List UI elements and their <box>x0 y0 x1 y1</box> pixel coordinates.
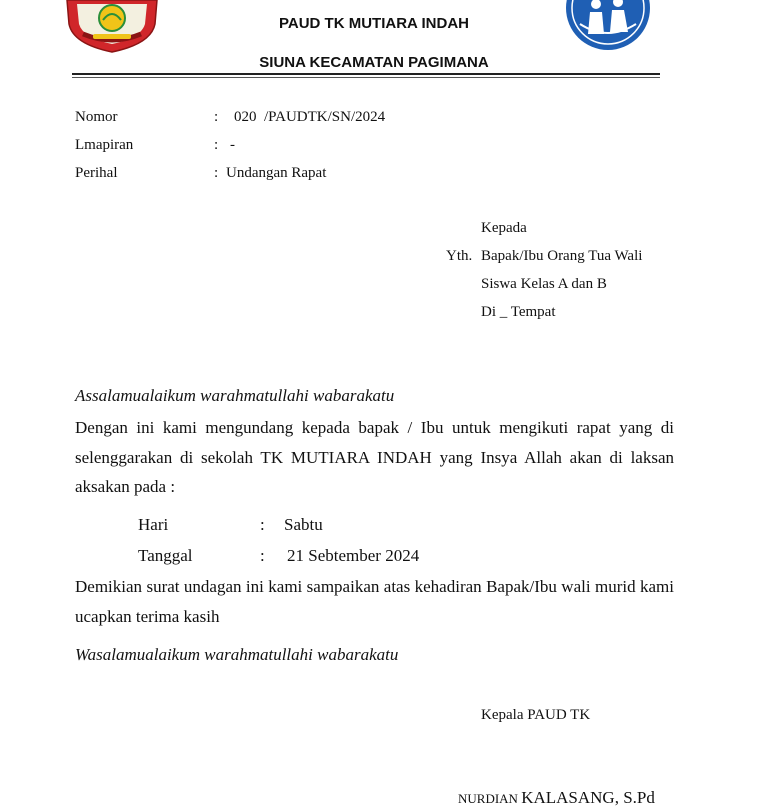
tanggal-label: Tanggal <box>138 546 193 565</box>
nomor-colon: : <box>214 109 219 125</box>
body-paragraph-2: Demikian surat undagan ini kami sampaikan atas kehadiran Bapak/Ibu wali murid kami ucapkan terima kasih <box>75 577 674 626</box>
nomor-value: 020 /PAUDTK/SN/2024 <box>234 109 386 125</box>
lampiran-label: Lmapiran <box>75 137 134 153</box>
lampiran-colon: : <box>214 137 219 153</box>
perihal-colon: : <box>214 165 219 181</box>
body-paragraph-1: Dengan ini kami mengundang kepada bapak / Ibu untuk mengikuti rapat yang di selenggarakan di sekolah TK MUTIARA INDAH yang Insya Allah akan di laksan aksakan pada : <box>75 418 674 496</box>
signature-name <box>458 788 655 808</box>
tanggal-value: 21 Sebtember 2024 <box>287 546 420 565</box>
recipient-line1: Bapak/Ibu Orang Tua Wali <box>481 248 643 264</box>
signature-title: Kepala PAUD TK <box>481 707 591 723</box>
hari-value: Sabtu <box>284 515 323 534</box>
recipient-line2: Siswa Kelas A dan B <box>481 276 607 292</box>
greeting: Assalamualaikum warahmatullahi wabarakatu <box>75 386 395 405</box>
recipient-kepada: Kepada <box>481 220 527 236</box>
lampiran-value: - <box>230 137 235 153</box>
recipient-yth: Yth. <box>446 248 473 264</box>
hari-label: Hari <box>138 515 169 534</box>
nomor-label: Nomor <box>75 109 118 125</box>
signature-name-first: NURDIAN <box>458 791 522 806</box>
letterhead-divider-thin <box>72 77 660 78</box>
school-address: SIUNA KECAMATAN PAGIMANA <box>259 54 489 71</box>
recipient-line3: Di _ Tempat <box>481 304 556 320</box>
perihal-value: Undangan Rapat <box>226 165 327 181</box>
hari-colon: : <box>260 515 265 534</box>
letterhead-divider <box>72 73 660 75</box>
perihal-label: Perihal <box>75 165 118 181</box>
tanggal-colon: : <box>260 546 265 565</box>
signature-name-last: KALASANG, S.Pd <box>521 788 655 807</box>
school-name: PAUD TK MUTIARA INDAH <box>279 15 469 32</box>
closing-greeting: Wasalamualaikum warahmatullahi wabarakatu <box>75 645 399 664</box>
